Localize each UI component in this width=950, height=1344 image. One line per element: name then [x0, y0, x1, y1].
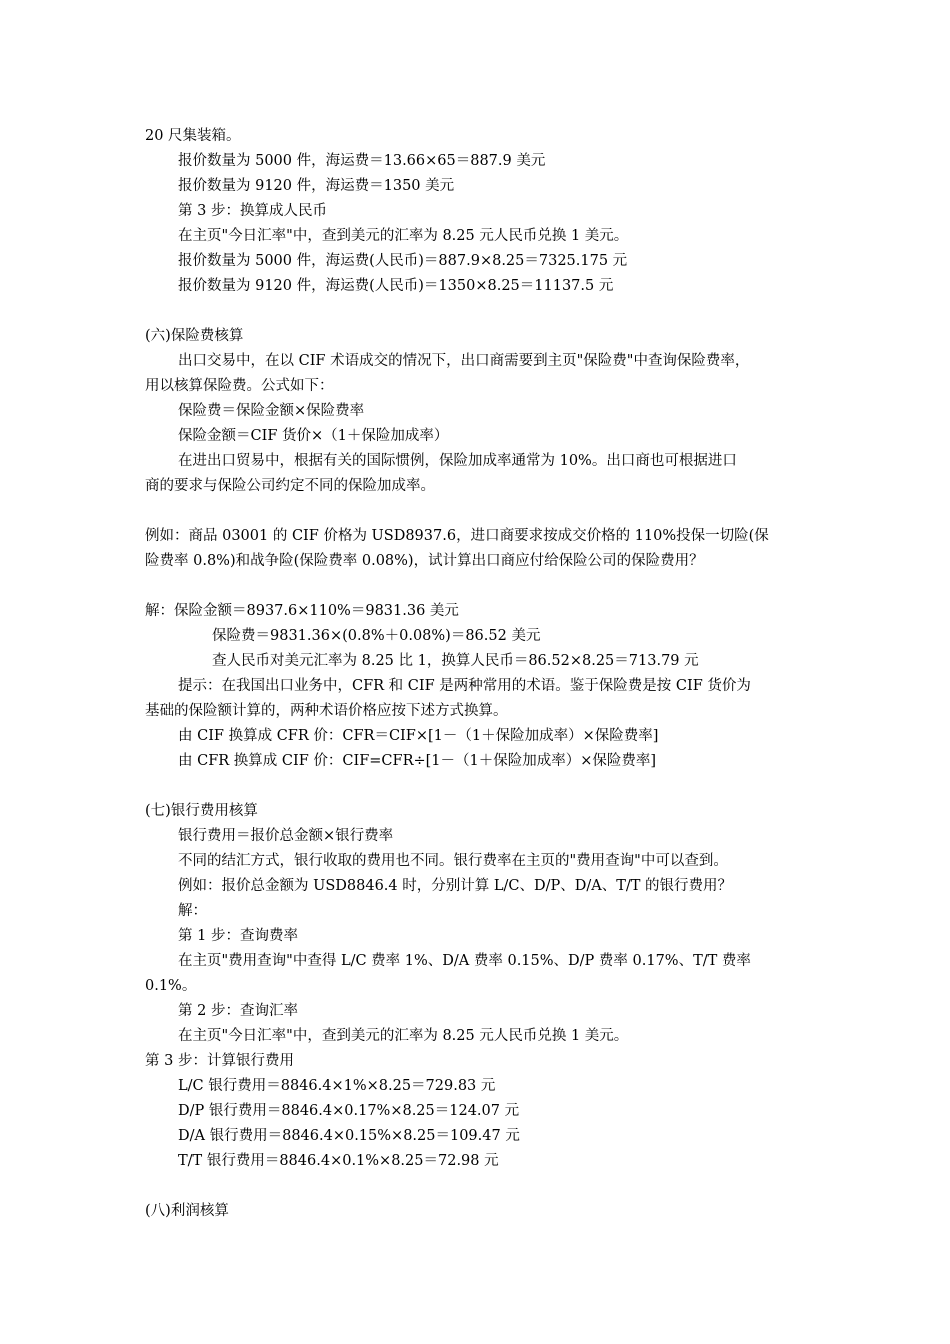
- text-line: D/P 银行费用＝8846.4×0.17%×8.25＝124.07 元: [178, 1103, 520, 1119]
- text-line: 报价数量为 5000 件，海运费(人民币)＝887.9×8.25＝7325.175 元: [178, 253, 628, 269]
- text-line: 第 1 步：查询费率: [178, 928, 298, 944]
- text-line: 例如：商品 03001 的 CIF 价格为 USD8937.6，进口商要求按成交价格的 110%投保一切险(保: [145, 528, 769, 544]
- section-heading: (八)利润核算: [145, 1203, 229, 1219]
- text-line: 报价数量为 9120 件，海运费(人民币)＝1350×8.25＝11137.5 元: [178, 278, 614, 294]
- text-line: 银行费用＝报价总金额×银行费率: [178, 828, 394, 844]
- text-line: 在进出口贸易中，根据有关的国际惯例，保险加成率通常为 10%。出口商也可根据进口: [178, 453, 737, 469]
- text-line: 不同的结汇方式，银行收取的费用也不同。银行费率在主页的"费用查询"中可以查到。: [178, 853, 728, 869]
- text-line: 基础的保险额计算的，两种术语价格应按下述方式换算。: [145, 703, 508, 719]
- text-line: 第 3 步：计算银行费用: [145, 1053, 294, 1069]
- text-line: 商的要求与保险公司约定不同的保险加成率。: [145, 478, 435, 494]
- text-line: 例如：报价总金额为 USD8846.4 时，分别计算 L/C、D/P、D/A、T/T 的银行费用？: [178, 878, 733, 894]
- text-line: 0.1%。: [145, 978, 197, 994]
- text-line: 第 3 步：换算成人民币: [178, 203, 327, 219]
- text-line: 保险费＝保险金额×保险费率: [178, 403, 365, 419]
- text-line: T/T 银行费用＝8846.4×0.1%×8.25＝72.98 元: [178, 1153, 499, 1169]
- text-line: 查人民币对美元汇率为 8.25 比 1，换算人民币＝86.52×8.25＝713.79 元: [212, 653, 699, 669]
- section-heading: (七)银行费用核算: [145, 803, 258, 819]
- text-line: 险费率 0.8%)和战争险(保险费率 0.08%)，试计算出口商应付给保险公司的保险费用？: [145, 553, 704, 569]
- text-line: 用以核算保险费。公式如下：: [145, 378, 334, 394]
- text-line: 由 CIF 换算成 CFR 价：CFR＝CIF×[1－（1＋保险加成率）×保险费率]: [178, 728, 659, 744]
- text-line: 在主页"今日汇率"中，查到美元的汇率为 8.25 元人民币兑换 1 美元。: [178, 1028, 629, 1044]
- text-line: 在主页"今日汇率"中，查到美元的汇率为 8.25 元人民币兑换 1 美元。: [178, 228, 629, 244]
- text-line: 第 2 步：查询汇率: [178, 1003, 298, 1019]
- text-line: 在主页"费用查询"中查得 L/C 费率 1%、D/A 费率 0.15%、D/P 费率 0.17%、T/T 费率: [178, 953, 751, 969]
- text-line: 解：: [178, 903, 207, 919]
- text-line: 保险费＝9831.36×(0.8%＋0.08%)＝86.52 美元: [212, 628, 541, 644]
- text-line: 保险金额＝CIF 货价×（1＋保险加成率）: [178, 428, 449, 444]
- text-line: D/A 银行费用＝8846.4×0.15%×8.25＝109.47 元: [178, 1128, 520, 1144]
- section-heading: (六)保险费核算: [145, 328, 244, 344]
- text-line: 提示：在我国出口业务中，CFR 和 CIF 是两种常用的术语。鉴于保险费是按 CIF 货价为: [178, 678, 751, 694]
- text-line: 解：保险金额＝8937.6×110%＝9831.36 美元: [145, 603, 459, 619]
- text-line: 出口交易中，在以 CIF 术语成交的情况下，出口商需要到主页"保险费"中查询保险费率，: [178, 353, 750, 369]
- text-line: L/C 银行费用＝8846.4×1%×8.25＝729.83 元: [178, 1078, 496, 1094]
- text-line: 报价数量为 9120 件，海运费＝1350 美元: [178, 178, 455, 194]
- text-line: 由 CFR 换算成 CIF 价：CIF=CFR÷[1－（1＋保险加成率）×保险费率]: [178, 753, 657, 769]
- text-line: 报价数量为 5000 件，海运费＝13.66×65＝887.9 美元: [178, 153, 546, 169]
- text-line: 20 尺集装箱。: [145, 128, 241, 144]
